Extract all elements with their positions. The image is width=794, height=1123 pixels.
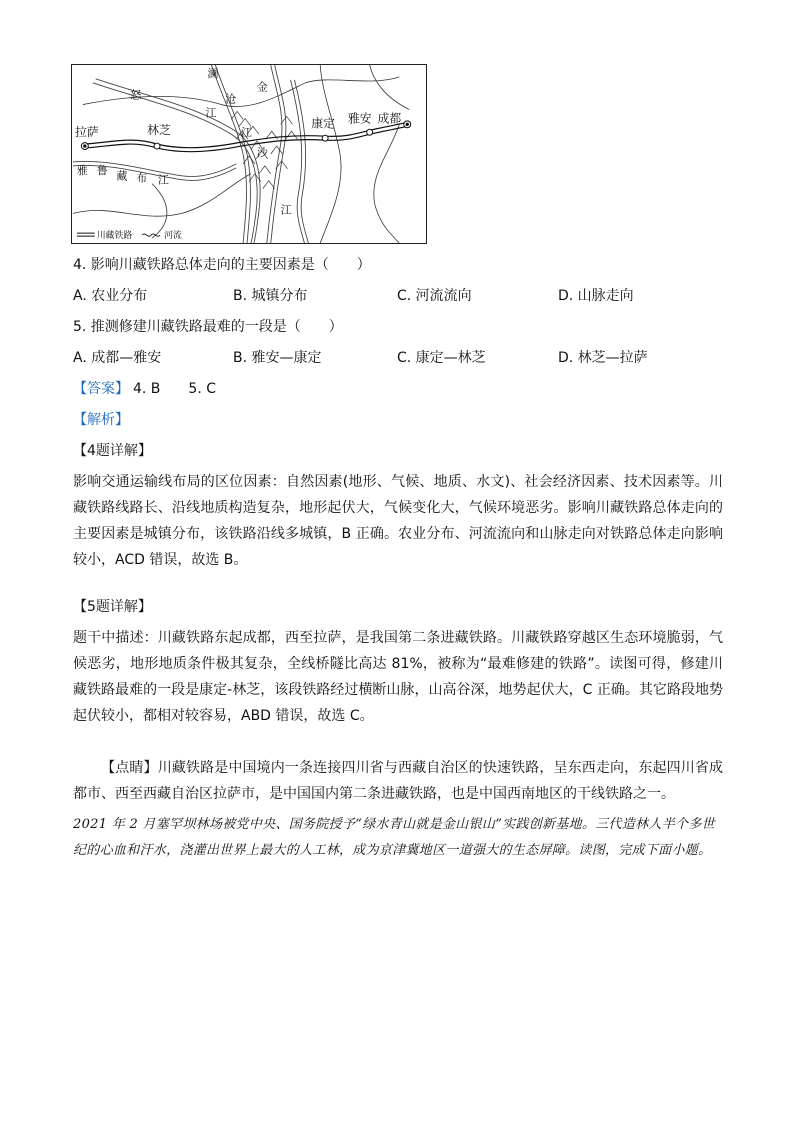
river-char-bu: 布 — [136, 171, 148, 185]
river-char-cang: 沧 — [225, 92, 237, 106]
river-char-jiang2: 江 — [241, 126, 252, 140]
river-char-sha: 沙 — [256, 145, 268, 159]
detail-4-tag: 【4题详解】 — [73, 443, 152, 459]
answer-value: 4. B 5. C — [133, 381, 216, 397]
question-5-option-c[interactable]: C. 康定—林芝 — [397, 350, 486, 366]
river-char-lu: 鲁 — [96, 163, 108, 177]
station-kangding-marker — [322, 135, 328, 141]
detail-5-text: 题干中描述：川藏铁路东起成都，西至拉萨，是我国第二条进藏铁路。川藏铁路穿越区生态环境脆弱，气候恶劣，地形地质条件极其复杂，全线桥隧比高达 81%，被称为“最难修建的铁路”。读图可得，修建川藏铁路最难的一段是康定-林芝，该段铁路经过横断山脉，山高谷深，地势起伏大，C 正确。其它路段地势起伏较小，都相对较容易，ABD 错误，故选 C。 — [73, 630, 723, 724]
point-text: 川藏铁路是中国境内一条连接四川省与西藏自治区的快速铁路，呈东西走向，东起四川省成都市、西至西藏自治区拉萨市，是中国国内第二条进藏铁路，也是中国西南地区的干线铁路之一。 — [73, 760, 724, 802]
station-yaan-marker — [367, 129, 373, 135]
analysis-tag: 【解析】 — [73, 412, 129, 428]
legend-river-label: 河流 — [163, 231, 182, 242]
detail-5-tag: 【5题详解】 — [73, 599, 152, 615]
river-char-nu: 怒 — [130, 88, 142, 102]
question-5-option-a[interactable]: A. 成都—雅安 — [73, 350, 162, 366]
map-legend — [77, 229, 182, 241]
question-5-option-b[interactable]: B. 雅安—康定 — [233, 350, 322, 366]
label-yaan: 雅安 — [347, 111, 372, 126]
river-char-jiang3: 江 — [280, 203, 292, 217]
point-paragraph — [73, 755, 723, 807]
river-char-zang: 藏 — [116, 169, 128, 183]
river-lines — [73, 65, 308, 243]
point-tag: 【点睛】 — [101, 760, 158, 776]
question-4-option-a[interactable]: A. 农业分布 — [73, 288, 148, 304]
answer-tag: 【答案】 — [73, 381, 129, 397]
question-4-option-b[interactable]: B. 城镇分布 — [233, 288, 308, 304]
question-4-option-d[interactable]: D. 山脉走向 — [558, 288, 634, 304]
label-chengdu: 成都 — [377, 111, 402, 126]
next-question-intro: 2021 年 2 月塞罕坝林场被党中央、国务院授予“绿水青山就是金山银山”实践创新基地。三代造林人半个多世纪的心血和汗水，浇灌出世界上最大的人工林，成为京津冀地区一道强大的生态屏障。读图，完成下面小题。 — [73, 817, 715, 858]
river-char-lan: 澜 — [207, 66, 219, 80]
legend-railway-label: 川藏铁路 — [96, 231, 133, 242]
answer-line — [73, 379, 216, 399]
river-char-jin: 金 — [256, 80, 268, 94]
border-lines — [73, 65, 409, 243]
question-4-stem: 4. 影响川藏铁路总体走向的主要因素是（ ） — [73, 257, 371, 273]
river-char-ya: 雅 — [76, 163, 88, 177]
railway-map-figure — [71, 64, 427, 244]
station-linzhi-marker — [154, 143, 160, 149]
river-char-jiang4: 江 — [158, 173, 169, 187]
question-5-stem: 5. 推测修建川藏铁路最难的一段是（ ） — [73, 319, 343, 335]
detail-4-text: 影响交通运输线布局的区位因素：自然因素(地形、气候、地质、水文)、社会经济因素、技术因素等。川藏铁路线路长、沿线地质构造复杂，地形起伏大，气候变化大，气候环境恶劣。影响川藏铁路总体走向的主要因素是城镇分布，该铁路沿线多城镇，B 正确。农业分布、河流流向和山脉走向对铁路总体走向影响较小，ACD 错误，故选 B。 — [73, 474, 723, 568]
question-5-option-d[interactable]: D. 林芝—拉萨 — [558, 350, 648, 366]
label-lasa: 拉萨 — [74, 125, 99, 140]
river-char-jiang1: 江 — [205, 106, 217, 120]
map-drawing — [72, 65, 426, 243]
label-kangding: 康定 — [311, 116, 336, 131]
question-4-option-c[interactable]: C. 河流流向 — [397, 288, 472, 304]
label-linzhi: 林芝 — [147, 123, 171, 138]
